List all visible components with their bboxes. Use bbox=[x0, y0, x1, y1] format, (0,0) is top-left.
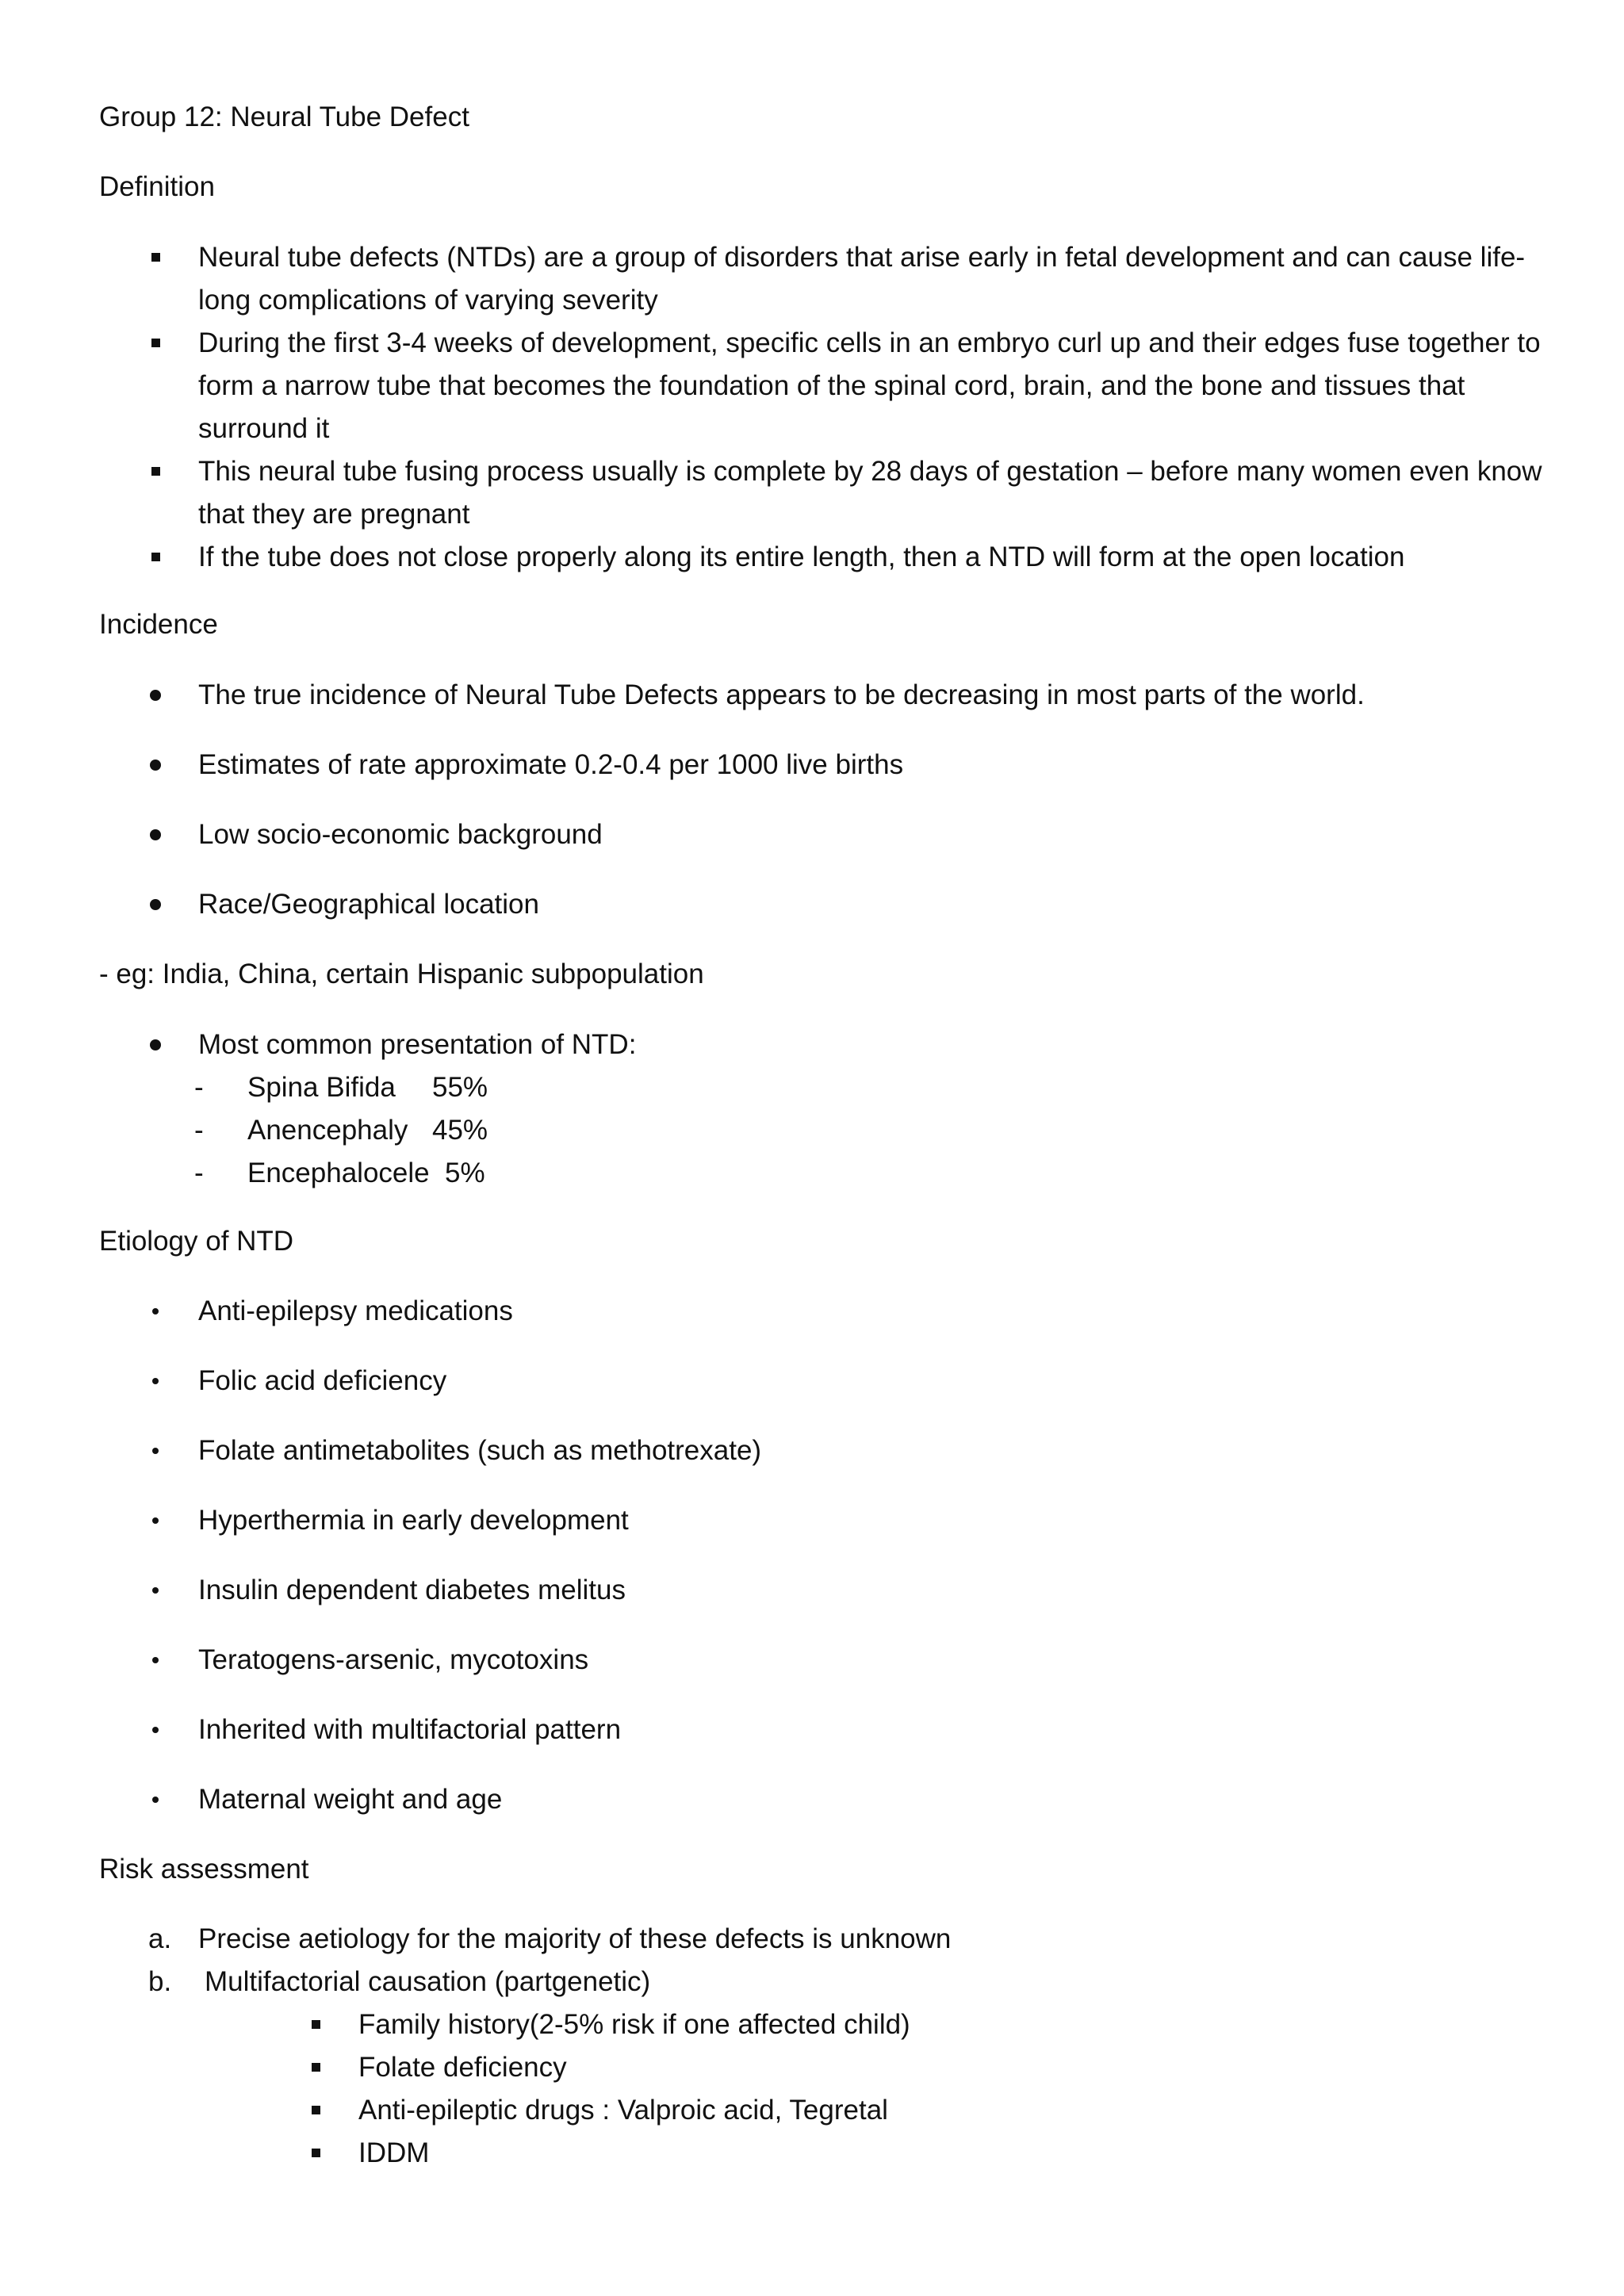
square-bullet-icon bbox=[140, 536, 171, 561]
round-bullet-icon bbox=[140, 813, 171, 840]
etiology-heading: Etiology of NTD bbox=[99, 1226, 294, 1257]
definition-item-text: If the tube does not close properly along its entire length, then a NTD will form at the open location bbox=[198, 541, 1405, 572]
alpha-marker: a. bbox=[148, 1923, 172, 1954]
incidence-example: - eg: India, China, certain Hispanic subpopulation bbox=[99, 959, 704, 989]
small-bullet-icon bbox=[140, 1290, 171, 1314]
definition-item-text: Neural tube defects (NTDs) are a group of disorders that arise early in fetal development and can cause life-long complications of varying severity bbox=[198, 242, 1526, 316]
small-bullet-icon bbox=[140, 1499, 171, 1524]
round-bullet-icon bbox=[140, 674, 171, 701]
dash-marker: - bbox=[194, 1115, 204, 1146]
square-bullet-icon bbox=[140, 236, 171, 262]
round-bullet-icon bbox=[140, 1024, 171, 1050]
presentation-type-percent: 45% bbox=[432, 1115, 488, 1146]
etiology-item-text: Folic acid deficiency bbox=[198, 1365, 447, 1396]
small-bullet-icon bbox=[140, 1709, 171, 1733]
incidence-heading: Incidence bbox=[99, 609, 218, 640]
square-bullet-icon bbox=[140, 450, 171, 476]
risk-sub-item-text: Anti-epileptic drugs : Valproic acid, Tegretal bbox=[358, 2095, 888, 2126]
risk-heading: Risk assessment bbox=[99, 1854, 309, 1885]
risk-sub-item-text: IDDM bbox=[358, 2137, 430, 2168]
presentation-type-name: Encephalocele bbox=[247, 1158, 430, 1188]
incidence-item-text: Estimates of rate approximate 0.2-0.4 per 1000 live births bbox=[198, 749, 904, 780]
presentation-type-name: Anencephaly bbox=[247, 1115, 408, 1146]
definition-item-text: This neural tube fusing process usually is complete by 28 days of gestation – before many women even know that they are pregnant bbox=[198, 456, 1542, 530]
presentation-type-percent: 55% bbox=[432, 1072, 488, 1103]
square-bullet-icon bbox=[300, 2089, 331, 2114]
square-bullet-icon bbox=[140, 322, 171, 347]
presentation-type-name: Spina Bifida bbox=[247, 1072, 396, 1103]
document-title: Group 12: Neural Tube Defect bbox=[99, 101, 469, 132]
etiology-item-text: Hyperthermia in early development bbox=[198, 1505, 629, 1536]
incidence-item-text: Low socio-economic background bbox=[198, 819, 603, 850]
small-bullet-icon bbox=[140, 1778, 171, 1803]
square-bullet-icon bbox=[300, 2046, 331, 2072]
etiology-item-text: Insulin dependent diabetes melitus bbox=[198, 1575, 626, 1605]
dash-marker: - bbox=[194, 1158, 204, 1188]
round-bullet-icon bbox=[140, 883, 171, 910]
small-bullet-icon bbox=[140, 1569, 171, 1594]
dash-marker: - bbox=[194, 1072, 204, 1103]
presentation-type-percent: 5% bbox=[445, 1158, 485, 1188]
incidence-item-text: The true incidence of Neural Tube Defects appears to be decreasing in most parts of the world. bbox=[198, 679, 1365, 710]
etiology-item-text: Inherited with multifactorial pattern bbox=[198, 1714, 622, 1745]
small-bullet-icon bbox=[140, 1639, 171, 1663]
definition-heading: Definition bbox=[99, 171, 215, 202]
risk-sub-item-text: Family history(2-5% risk if one affected child) bbox=[358, 2009, 910, 2040]
risk-sub-item-text: Folate deficiency bbox=[358, 2052, 567, 2083]
square-bullet-icon bbox=[300, 2003, 331, 2029]
square-bullet-icon bbox=[300, 2132, 331, 2157]
definition-item-text: During the first 3-4 weeks of development, specific cells in an embryo curl up and their edges fuse together to form a narrow tube that becomes the foundation of the spinal cord, brain, and the bone and tissues that surround it bbox=[198, 327, 1541, 444]
etiology-item-text: Maternal weight and age bbox=[198, 1784, 503, 1815]
etiology-item-text: Anti-epilepsy medications bbox=[198, 1295, 513, 1326]
risk-item-text: Multifactorial causation (partgenetic) bbox=[205, 1966, 651, 1997]
etiology-item-text: Folate antimetabolites (such as methotrexate) bbox=[198, 1435, 762, 1466]
risk-item-text: Precise aetiology for the majority of these defects is unknown bbox=[198, 1923, 952, 1954]
presentation-label: Most common presentation of NTD: bbox=[198, 1029, 637, 1060]
alpha-marker: b. bbox=[148, 1966, 172, 1997]
small-bullet-icon bbox=[140, 1360, 171, 1384]
etiology-item-text: Teratogens-arsenic, mycotoxins bbox=[198, 1644, 589, 1675]
round-bullet-icon bbox=[140, 744, 171, 771]
small-bullet-icon bbox=[140, 1429, 171, 1454]
incidence-item-text: Race/Geographical location bbox=[198, 889, 539, 920]
